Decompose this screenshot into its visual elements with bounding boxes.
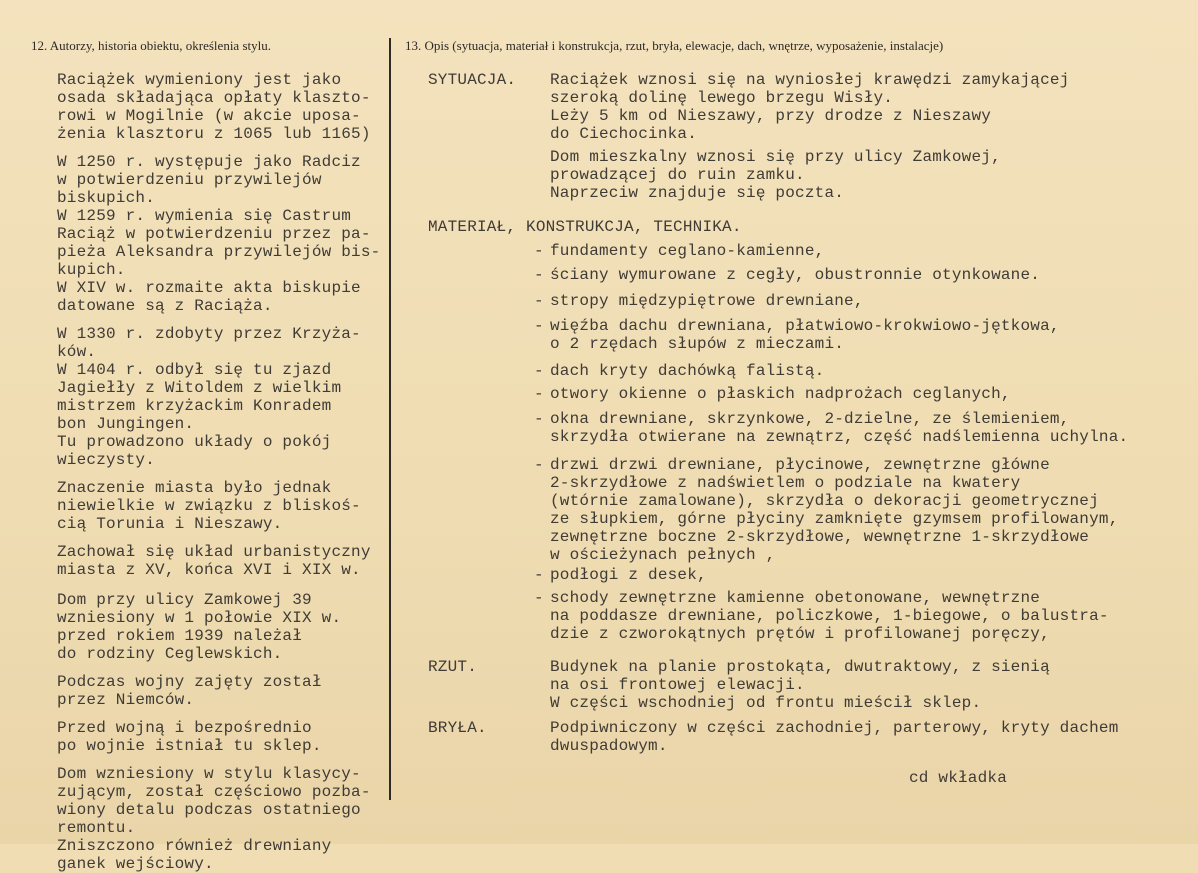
history-paragraph: W 1259 r. wymienia się Castrum Raciąż w potwierdzeniu przez pa- pieża Aleksandra przywilejów bis- kupich. [57, 207, 381, 279]
history-paragraph: W 1404 r. odbył się tu zjazd Jagiełły z Witoldem z wielkim mistrzem krzyżackim Konradem bon Jungingen. [57, 361, 342, 433]
material-item: ściany wymurowane z cegły, obustronnie otynkowane. [550, 266, 1041, 284]
material-item: okna drewniane, skrzynkowe, 2-dzielne, ze ślemieniem, skrzydła otwierane na zewnątrz, część nadślemienna uchylna. [550, 410, 1129, 446]
history-paragraph: Podczas wojny zajęty został przez Niemców. [57, 673, 322, 709]
history-paragraph: Zachował się układ urbanistyczny miasta z XV, końca XVI i XIX w. [57, 543, 371, 579]
history-paragraph: Przed wojną i bezpośrednio po wojnie istniał tu sklep. [57, 719, 322, 755]
material-item: więźba dachu drewniana, płatwiowo-krokwiowo-jętkowa, o 2 rzędach słupów z mieczami. [550, 317, 1060, 353]
history-paragraph: Tu prowadzono układy o pokój wieczysty. [57, 433, 332, 469]
column-divider [389, 38, 391, 800]
list-bullet: - [534, 362, 544, 380]
continuation-note: cd wkładka [909, 769, 1008, 787]
material-item: dach kryty dachówką falistą. [550, 362, 825, 380]
list-bullet: - [534, 589, 544, 607]
list-bullet: - [534, 385, 544, 403]
section-13-header: 13. Opis (sytuacja, materiał i konstrukcja, rzut, bryła, elewacje, dach, wnętrze, wyposażenie, instalacje) [405, 38, 944, 53]
list-bullet: - [534, 242, 544, 260]
material-label: MATERIAŁ, KONSTRUKCJA, TECHNIKA. [428, 218, 742, 236]
list-bullet: - [534, 266, 544, 284]
bryla-label: BRYŁA. [428, 719, 487, 737]
material-item: drzwi drzwi drewniane, płycinowe, zewnętrzne główne 2-skrzydłowe z nadświetlem o podziale na kwatery (wtórnie zamalowane), skrzydła o dekoracji geometrycznej ze słupkiem, górne płyciny zamknięte gzymsem profilowanym, zewnętrzne boczne 2-skrzydłowe, wewnętrzne 1-skrzydłowe w ościeżynach pełnych , [550, 456, 1119, 564]
material-item: stropy międzypiętrowe drewniane, [550, 292, 864, 310]
history-paragraph: Znaczenie miasta było jednak niewielkie w związku z bliskoś- cią Torunia i Nieszawy. [57, 479, 361, 533]
history-paragraph: W XIV w. rozmaite akta biskupie datowane są z Raciąża. [57, 279, 361, 315]
rzut-text: Budynek na planie prostokąta, dwutraktowy, z sienią na osi frontowej elewacji. W części wschodniej od frontu mieścił sklep. [550, 658, 1050, 712]
history-paragraph: Zniszczono również drewniany ganek wejściowy. [57, 837, 332, 873]
list-bullet: - [534, 292, 544, 310]
list-bullet: - [534, 410, 544, 428]
sytuacja-label: SYTUACJA. [428, 71, 517, 89]
history-paragraph: W 1330 r. zdobyty przez Krzyża- ków. [57, 325, 361, 361]
history-paragraph: Dom przy ulicy Zamkowej 39 wzniesiony w 1 połowie XIX w. przed rokiem 1939 należał do rodziny Ceglewskich. [57, 591, 342, 663]
history-paragraph: W 1250 r. występuje jako Radciz w potwierdzeniu przywilejów biskupich. [57, 153, 361, 207]
material-item: otwory okienne o płaskich nadprożach ceglanych, [550, 385, 1011, 403]
list-bullet: - [534, 566, 544, 584]
history-column [57, 71, 387, 873]
history-paragraph: Dom wzniesiony w stylu klasycy- zującym, został częściowo pozba- wiony detalu podczas ostatniego remontu. [57, 765, 371, 837]
sytuacja-text: Raciążek wznosi się na wyniosłej krawędzi zamykającej szeroką dolinę lewego brzegu Wisły. Leży 5 km od Nieszawy, przy drodze z Nieszawy do Ciechocinka. [550, 71, 1070, 143]
list-bullet: - [534, 317, 544, 335]
material-item: podłogi z desek, [550, 566, 707, 584]
history-paragraph: Raciążek wymieniony jest jako osada składająca opłaty klaszto- rowi w Mogilnie (w akcie uposa- żenia klasztoru z 1065 lub 1165) [57, 71, 371, 143]
bryla-text: Podpiwniczony w części zachodniej, parterowy, kryty dachem dwuspadowym. [550, 719, 1119, 755]
material-item: fundamenty ceglano-kamienne, [550, 242, 825, 260]
rzut-label: RZUT. [428, 658, 478, 676]
list-bullet: - [534, 456, 544, 474]
section-12-header: 12. Autorzy, historia obiektu, określenia stylu. [31, 38, 271, 53]
sytuacja-text: Dom mieszkalny wznosi się przy ulicy Zamkowej, prowadzącej do ruin zamku. Naprzeciw znajduje się poczta. [550, 148, 1001, 202]
material-item: schody zewnętrzne kamienne obetonowane, wewnętrzne na poddasze drewniane, policzkowe, 1-biegowe, o balustra- dzie z czworokątnych prętów i profilowanej poręczy, [550, 589, 1109, 643]
